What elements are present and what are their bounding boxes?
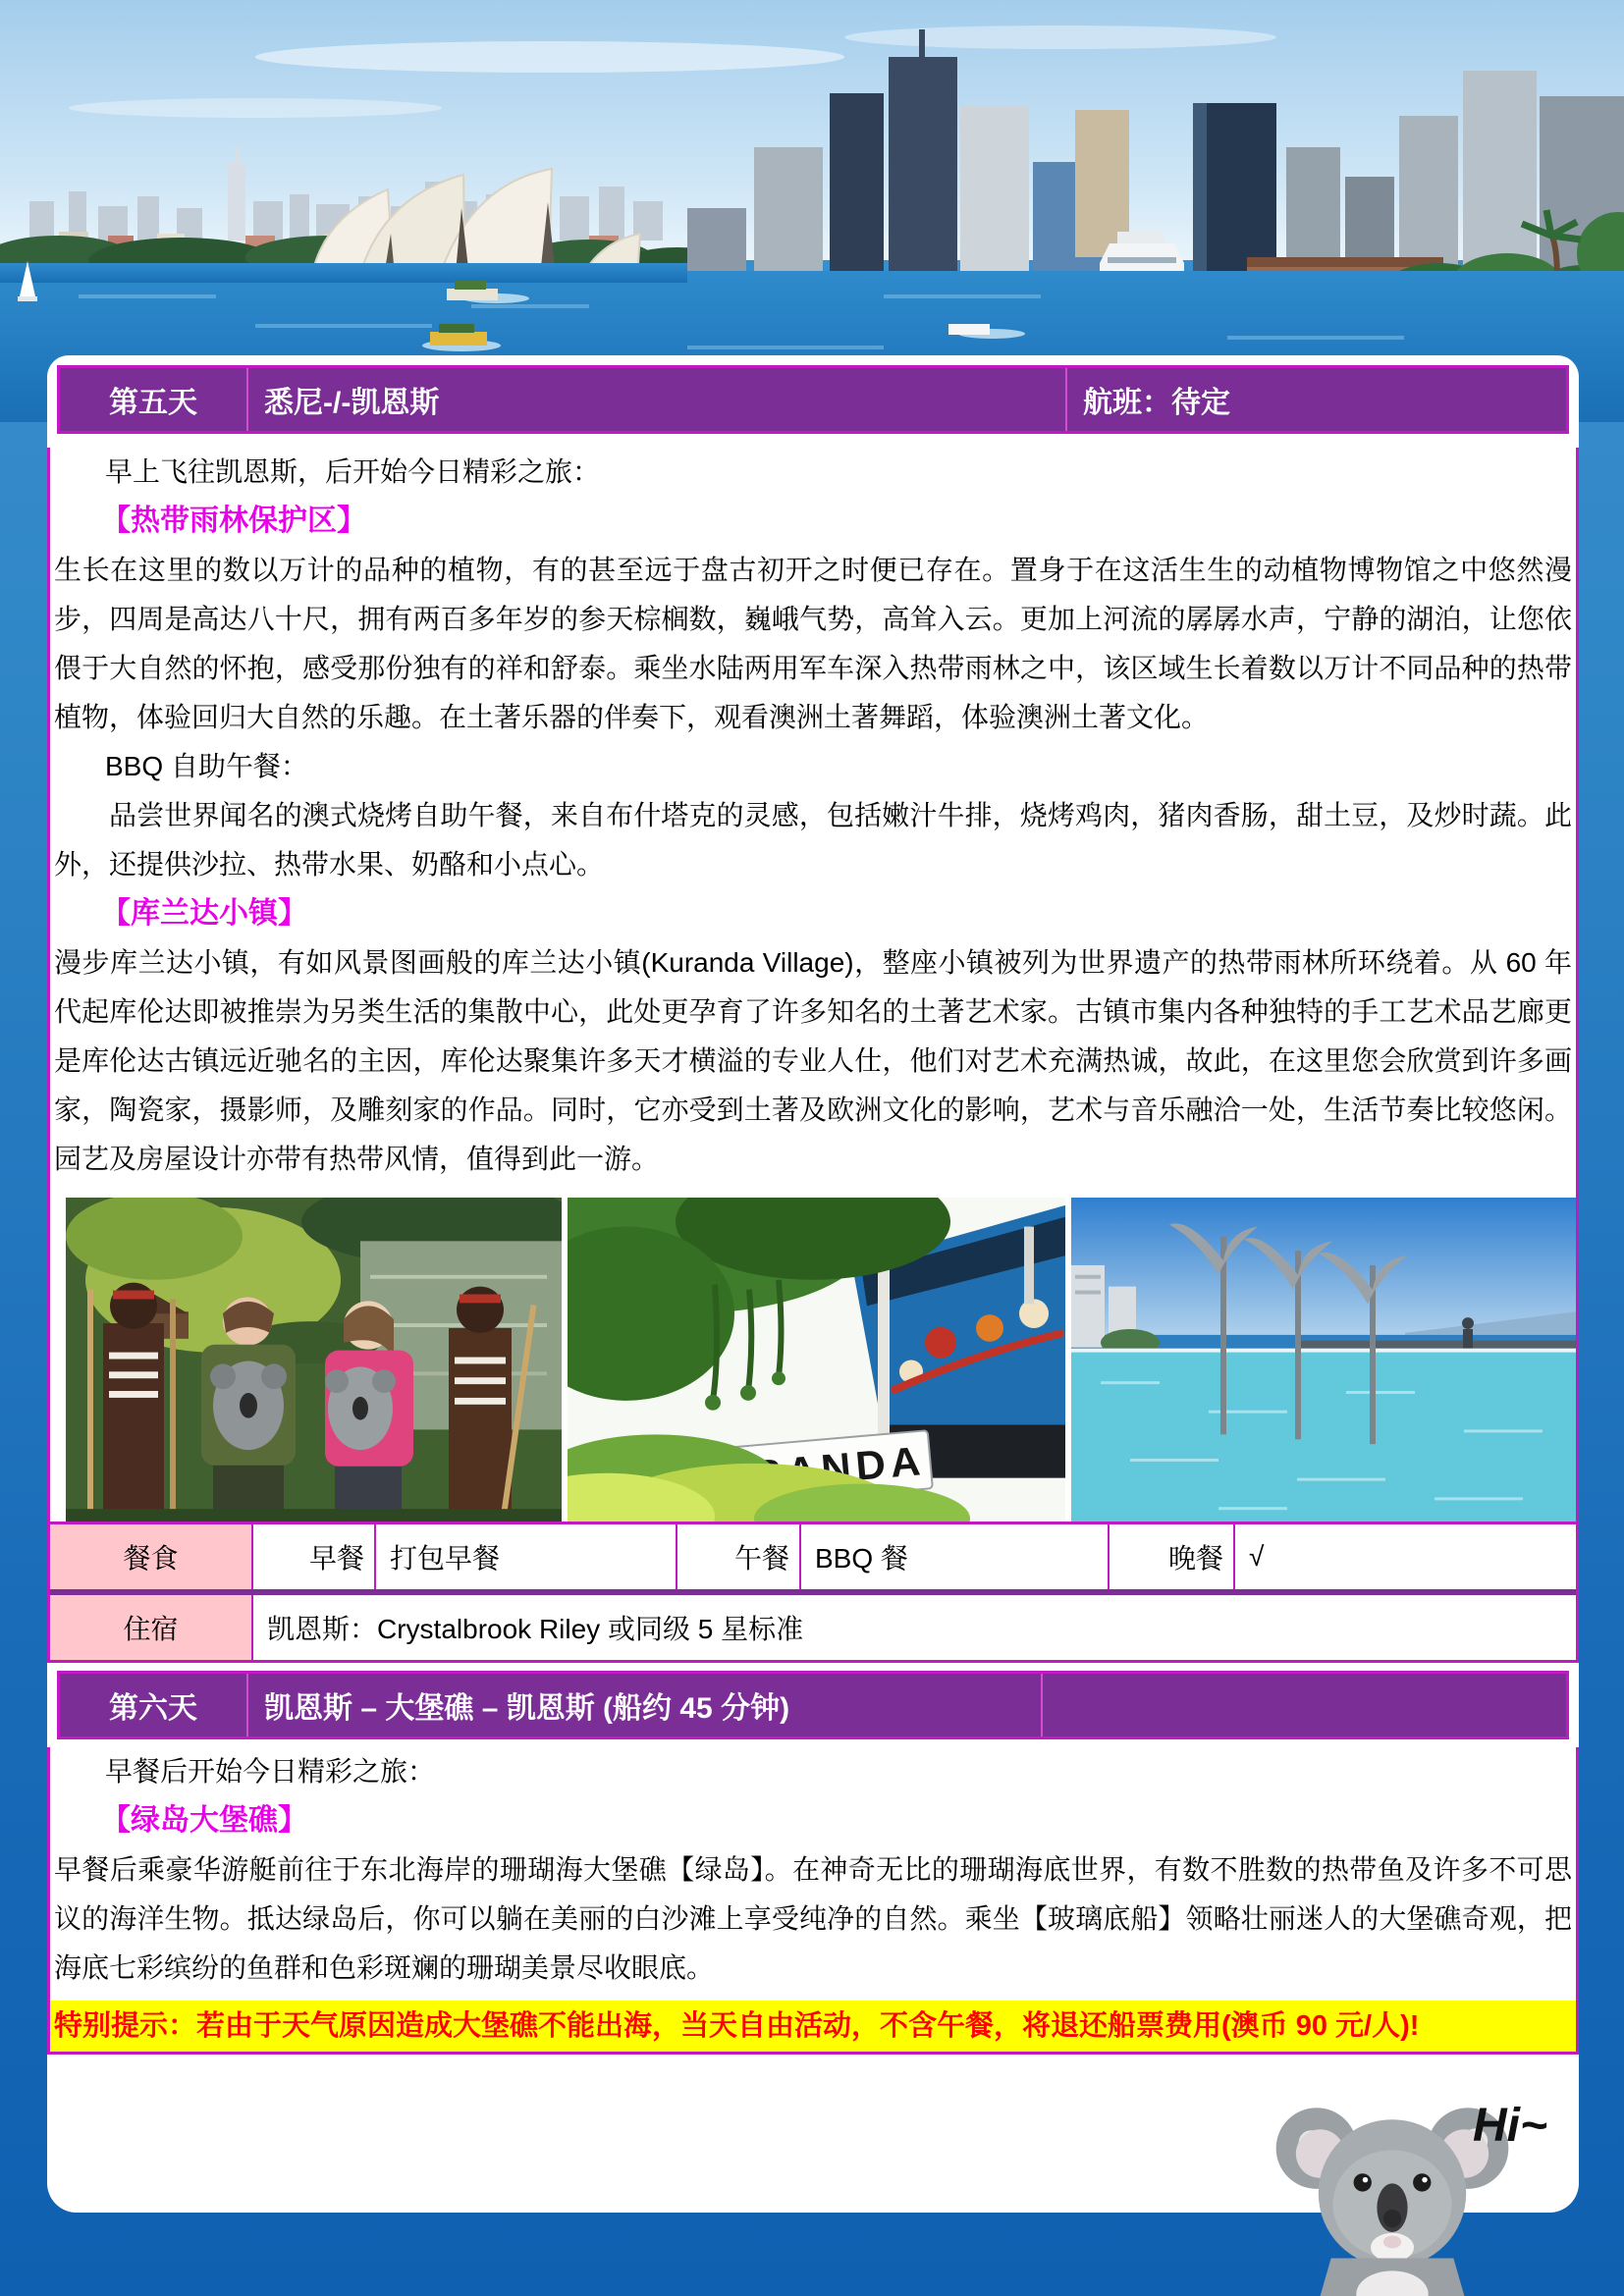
- meal-hotel-table: [47, 1522, 1579, 1663]
- breakfast-label: 早餐: [251, 1524, 374, 1589]
- kuranda-section-title: 【库兰达小镇】: [101, 897, 307, 930]
- day6-label: 第六天: [109, 1692, 197, 1725]
- day6-route: 凯恩斯 – 大堡礁 – 凯恩斯 (船约 45 分钟): [246, 1674, 1041, 1736]
- photo-kuranda-sign: [568, 1198, 1065, 1522]
- meal-row: [50, 1524, 1576, 1589]
- day5-flight: 航班：待定: [1065, 368, 1566, 431]
- photo-strip: [50, 1198, 1576, 1522]
- special-note: 特别提示：若由于天气原因造成大堡礁不能出海，当天自由活动，不含午餐，将退还船票费用(澳币 90 元/人)!: [50, 2001, 1576, 2052]
- hotel-row-label: 住宿: [50, 1595, 251, 1660]
- day5-label: 第五天: [109, 387, 197, 419]
- photo-aboriginal-culture: [66, 1198, 562, 1522]
- green-island-section-body: 早餐后乘豪华游艇前往于东北海岸的珊瑚海大堡礁【绿岛】。在神奇无比的珊瑚海底世界，有数不胜数的热带鱼及许多不可思议的海洋生物。抵达绿岛后，你可以躺在美丽的白沙滩上享受纯净的自然。乘坐【玻璃底船】领略壮丽迷人的大堡礁奇观，把海底七彩缤纷的鱼群和色彩斑斓的珊瑚美景尽收眼底。: [54, 1854, 1572, 1983]
- hotel-row: [50, 1589, 1576, 1660]
- day5-route: 悉尼-/-凯恩斯: [246, 368, 1065, 431]
- day5-body-box: [47, 448, 1579, 1522]
- pier: [1297, 1341, 1576, 1349]
- lagoon-pool: [1071, 1351, 1576, 1522]
- day6-flight-empty: [1041, 1674, 1566, 1736]
- hotel-value: 凯恩斯：Crystalbrook Riley 或同级 5 星标准: [251, 1595, 1576, 1660]
- meal-row-label: 餐食: [50, 1524, 251, 1589]
- rainforest-section-body: 生长在这里的数以万计的品种的植物，有的甚至远于盘古初开之时便已存在。置身于在这活生生的动植物博物馆之中悠然漫步，四周是高达八十尺，拥有两百多年岁的参天棕榈数，巍峨气势，高耸入云。更加上河流的孱孱水声，宁静的湖泊，让您依偎于大自然的怀抱，感受那份独有的祥和舒泰。乘坐水陆两用军车深入热带雨林之中，该区域生长着数以万计不同品种的热带植物，体验回归大自然的乐趣。在土著乐器的伴奏下，观看澳洲土著舞蹈，体验澳洲土著文化。: [54, 555, 1572, 732]
- lunch-label: 午餐: [676, 1524, 799, 1589]
- lunch-value: BBQ 餐: [799, 1524, 1108, 1589]
- content-card: [47, 355, 1579, 2213]
- photo-cairns-lagoon: [1071, 1198, 1576, 1522]
- koala-body: [1321, 2258, 1465, 2296]
- kuranda-section-body: 漫步库兰达小镇，有如风景图画般的库兰达小镇(Kuranda Village)，整座小镇被列为世界遗产的热带雨林所环绕着。从 60 年代起库伦达即被推崇为另类生活的集散中心，此处更孕育了许多知名的土著艺术家。古镇市集内各种独特的手工艺术品艺廊更是库伦达古镇远近驰名的主因，库伦达聚集许多天才横溢的专业人仕，他们对艺术充满热诚，故此，在这里您会欣赏到许多画家，陶瓷家，摄影师，及雕刻家的作品。同时，它亦受到土著及欧洲文化的影响，艺术与音乐融洽一处，生活节奏比较悠闲。园艺及房屋设计亦带有热带风情，值得到此一游。: [54, 947, 1572, 1174]
- dinner-label: 晚餐: [1108, 1524, 1233, 1589]
- dinner-value: √: [1233, 1524, 1576, 1589]
- breakfast-value: 打包早餐: [374, 1524, 676, 1589]
- bbq-lunch-title: BBQ 自助午餐：: [105, 751, 308, 781]
- green-island-section-title: 【绿岛大堡礁】: [101, 1804, 307, 1837]
- day6-intro: 早餐后开始今日精彩之旅：: [105, 1756, 436, 1787]
- day6-body-box: [47, 1747, 1579, 2055]
- person-silhouette: [1462, 1317, 1474, 1349]
- koala-greeting: Hi~: [1473, 2100, 1548, 2152]
- rainforest-section-title: 【热带雨林保护区】: [101, 505, 366, 537]
- bbq-lunch-body: 品尝世界闻名的澳式烧烤自助午餐，来自布什塔克的灵感，包括嫩汁牛排，烧烤鸡肉，猪肉香肠，甜土豆，及炒时蔬。此外，还提供沙拉、热带水果、奶酪和小点心。: [54, 800, 1572, 880]
- day5-header-bar: [57, 365, 1569, 434]
- day6-header-bar: [57, 1671, 1569, 1739]
- day5-intro: 早上飞往凯恩斯，后开始今日精彩之旅：: [105, 456, 601, 487]
